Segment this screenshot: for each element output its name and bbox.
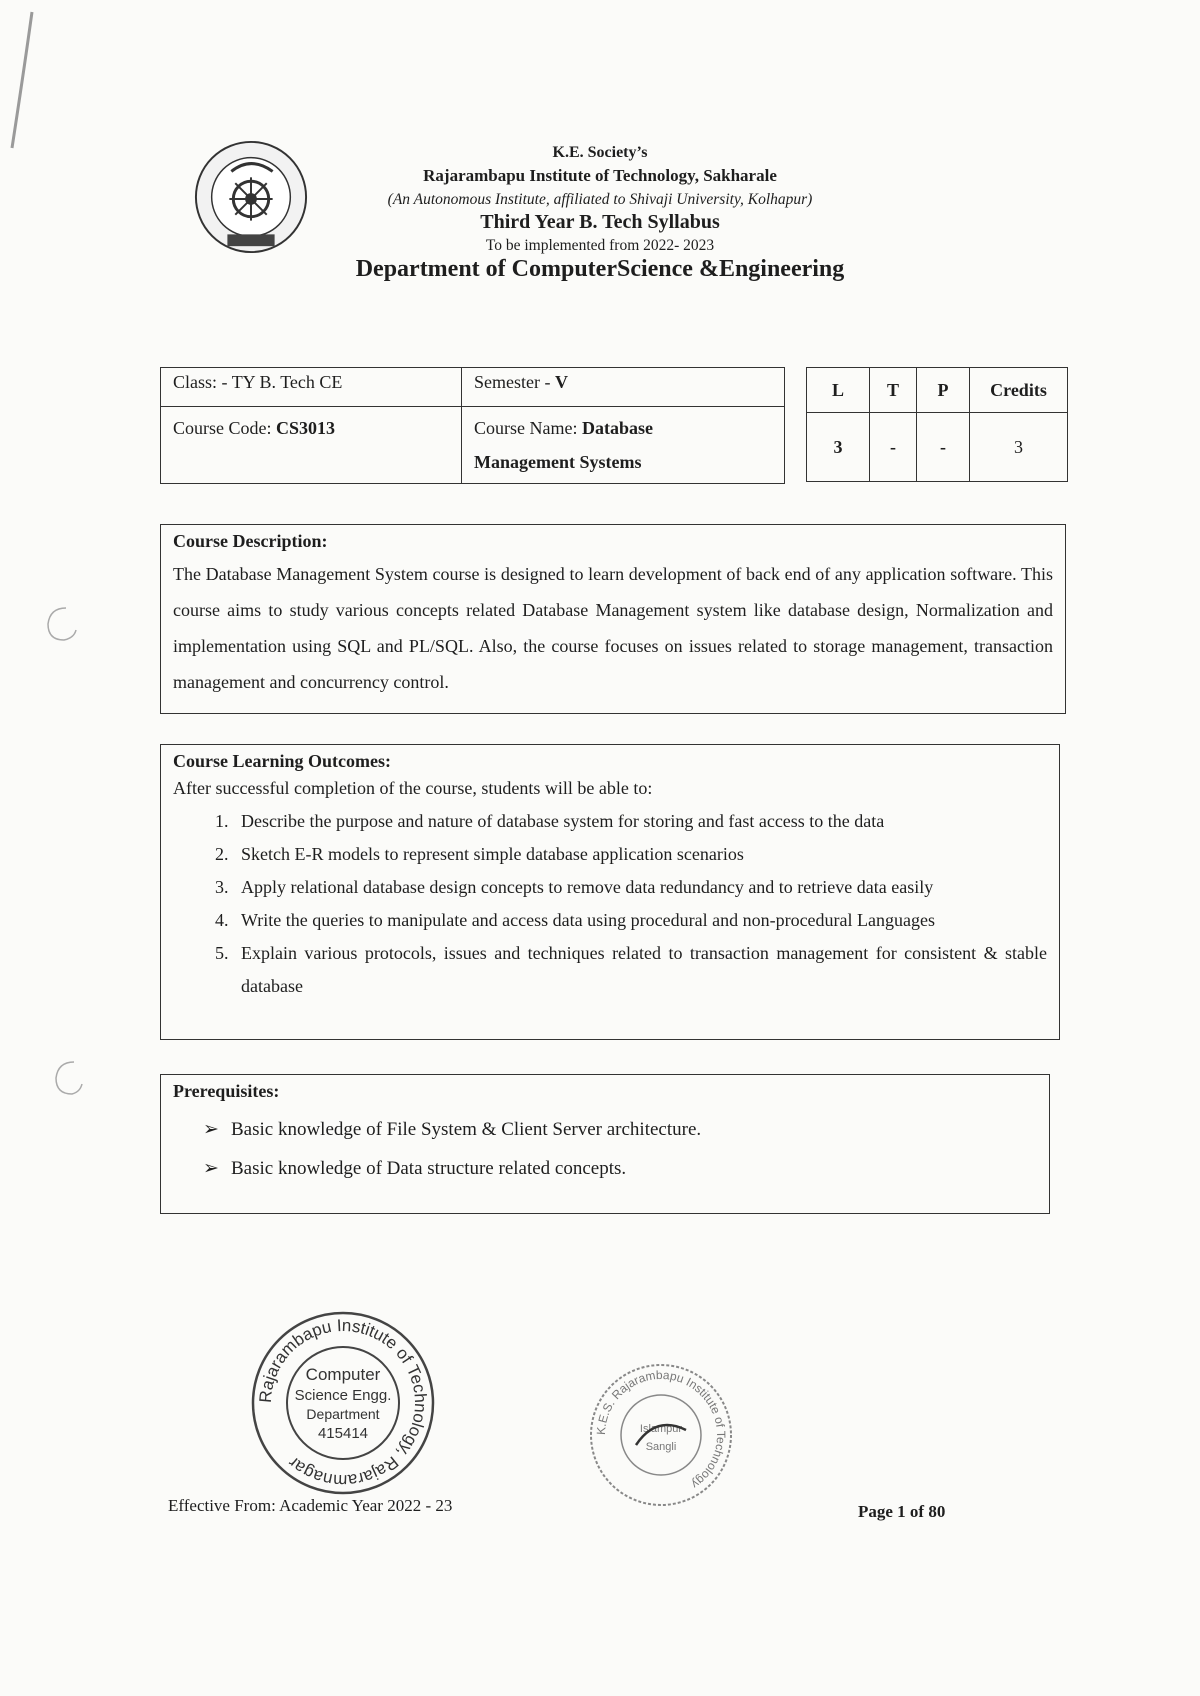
course-code-label: Course Code:	[173, 418, 276, 438]
semester-value: V	[554, 372, 568, 392]
institute-stamp-icon	[586, 1360, 736, 1510]
prerequisites-title: Prerequisites:	[173, 1081, 280, 1101]
credits-header: Credits	[970, 368, 1068, 413]
prerequisite-text: Basic knowledge of Data structure related concepts.	[231, 1158, 627, 1179]
course-description-title: Course Description:	[173, 531, 328, 551]
implementation-year: To be implemented from 2022- 2023	[485, 237, 715, 254]
class-cell	[161, 368, 462, 407]
stamp-line: Science Engg.	[294, 1387, 392, 1404]
course-name-value-2: Management Systems	[474, 452, 642, 472]
punch-hole-icon	[48, 1058, 84, 1098]
effective-from-text: Effective From: Academic Year 2022 - 23	[168, 1496, 453, 1515]
course-name-cell	[462, 407, 785, 484]
t-header: T	[870, 368, 917, 413]
ltp-credits-table	[806, 367, 1068, 482]
stamp-line: Department	[306, 1406, 380, 1422]
table-row	[807, 413, 1068, 482]
stamp-outer-text: K.E.S. Rajarambapu Institute of Technology	[593, 1367, 729, 1492]
semester-cell	[462, 368, 785, 407]
department-title: Department of ComputerScience &Engineering	[355, 256, 845, 282]
course-outcomes-intro: After successful completion of the course, students will be able to:	[173, 778, 653, 798]
course-outcomes-box	[160, 744, 1060, 1040]
course-code-value: CS3013	[276, 418, 336, 438]
scan-edge-mark	[6, 10, 36, 150]
arrow-bullet-icon: ➢	[203, 1158, 219, 1179]
syllabus-title: Third Year B. Tech Syllabus	[480, 211, 720, 233]
affiliation-text: (An Autonomous Institute, affiliated to Shivaji University, Kolhapur)	[387, 191, 813, 208]
stamp-line: 415414	[317, 1425, 369, 1442]
society-name: K.E. Society’s	[552, 144, 648, 161]
table-row	[807, 368, 1068, 413]
arrow-bullet-icon: ➢	[203, 1119, 219, 1140]
punch-hole-icon	[42, 604, 78, 644]
stamp-line: Computer	[305, 1365, 381, 1384]
p-value: -	[917, 413, 970, 482]
list-item: 1. Describe the purpose and nature of database system for storing and fast access to the data	[233, 805, 1047, 838]
semester-label: Semester -	[474, 372, 555, 392]
department-stamp-icon	[248, 1308, 438, 1498]
prerequisites-list	[173, 1110, 1037, 1188]
t-value: -	[870, 413, 917, 482]
course-description-box	[160, 524, 1066, 714]
credits-value: 3	[970, 413, 1068, 482]
course-code-cell	[161, 407, 462, 484]
stamp-line: Islampur	[639, 1423, 683, 1435]
list-item	[203, 1110, 1037, 1149]
list-item	[203, 1149, 1037, 1188]
table-row	[161, 368, 785, 407]
stamp-line: Sangli	[645, 1441, 677, 1453]
table-row	[161, 407, 785, 484]
l-header: L	[807, 368, 870, 413]
prerequisite-text: Basic knowledge of File System & Client Server architecture.	[231, 1119, 702, 1140]
prerequisites-box	[160, 1074, 1050, 1214]
page-number: Page 1 of 80	[858, 1502, 946, 1521]
institute-name: Rajarambapu Institute of Technology, Sakharale	[423, 166, 777, 185]
p-header: P	[917, 368, 970, 413]
course-outcomes-list	[173, 805, 1047, 1003]
course-info-table	[160, 367, 785, 484]
course-outcomes-title: Course Learning Outcomes:	[173, 751, 391, 771]
list-item: 5. Explain various protocols, issues and techniques related to transaction management for consistent & stable database	[233, 937, 1047, 1003]
stamp-outer-text: Rajarambapu Institute of Technology, Rajaramnagar	[255, 1315, 431, 1491]
course-description-text: The Database Management System course is designed to learn development of back end of any application software. This course aims to study various concepts related Database Management system like database design, Normalization and implementation using SQL and PL/SQL. Also, the course focuses on issues related to storage management, transaction management and concurrency control.	[173, 564, 1053, 692]
class-label: Class: -	[173, 372, 232, 392]
list-item: 4. Write the queries to manipulate and access data using procedural and non-procedural Languages	[233, 904, 1047, 937]
class-value: TY B. Tech CE	[231, 372, 343, 392]
course-name-value-1: Database	[581, 418, 653, 438]
list-item: 3. Apply relational database design concepts to remove data redundancy and to retrieve data easily	[233, 871, 1047, 904]
list-item: 2. Sketch E-R models to represent simple database application scenarios	[233, 838, 1047, 871]
course-name-label: Course Name:	[474, 418, 582, 438]
l-value: 3	[807, 413, 870, 482]
